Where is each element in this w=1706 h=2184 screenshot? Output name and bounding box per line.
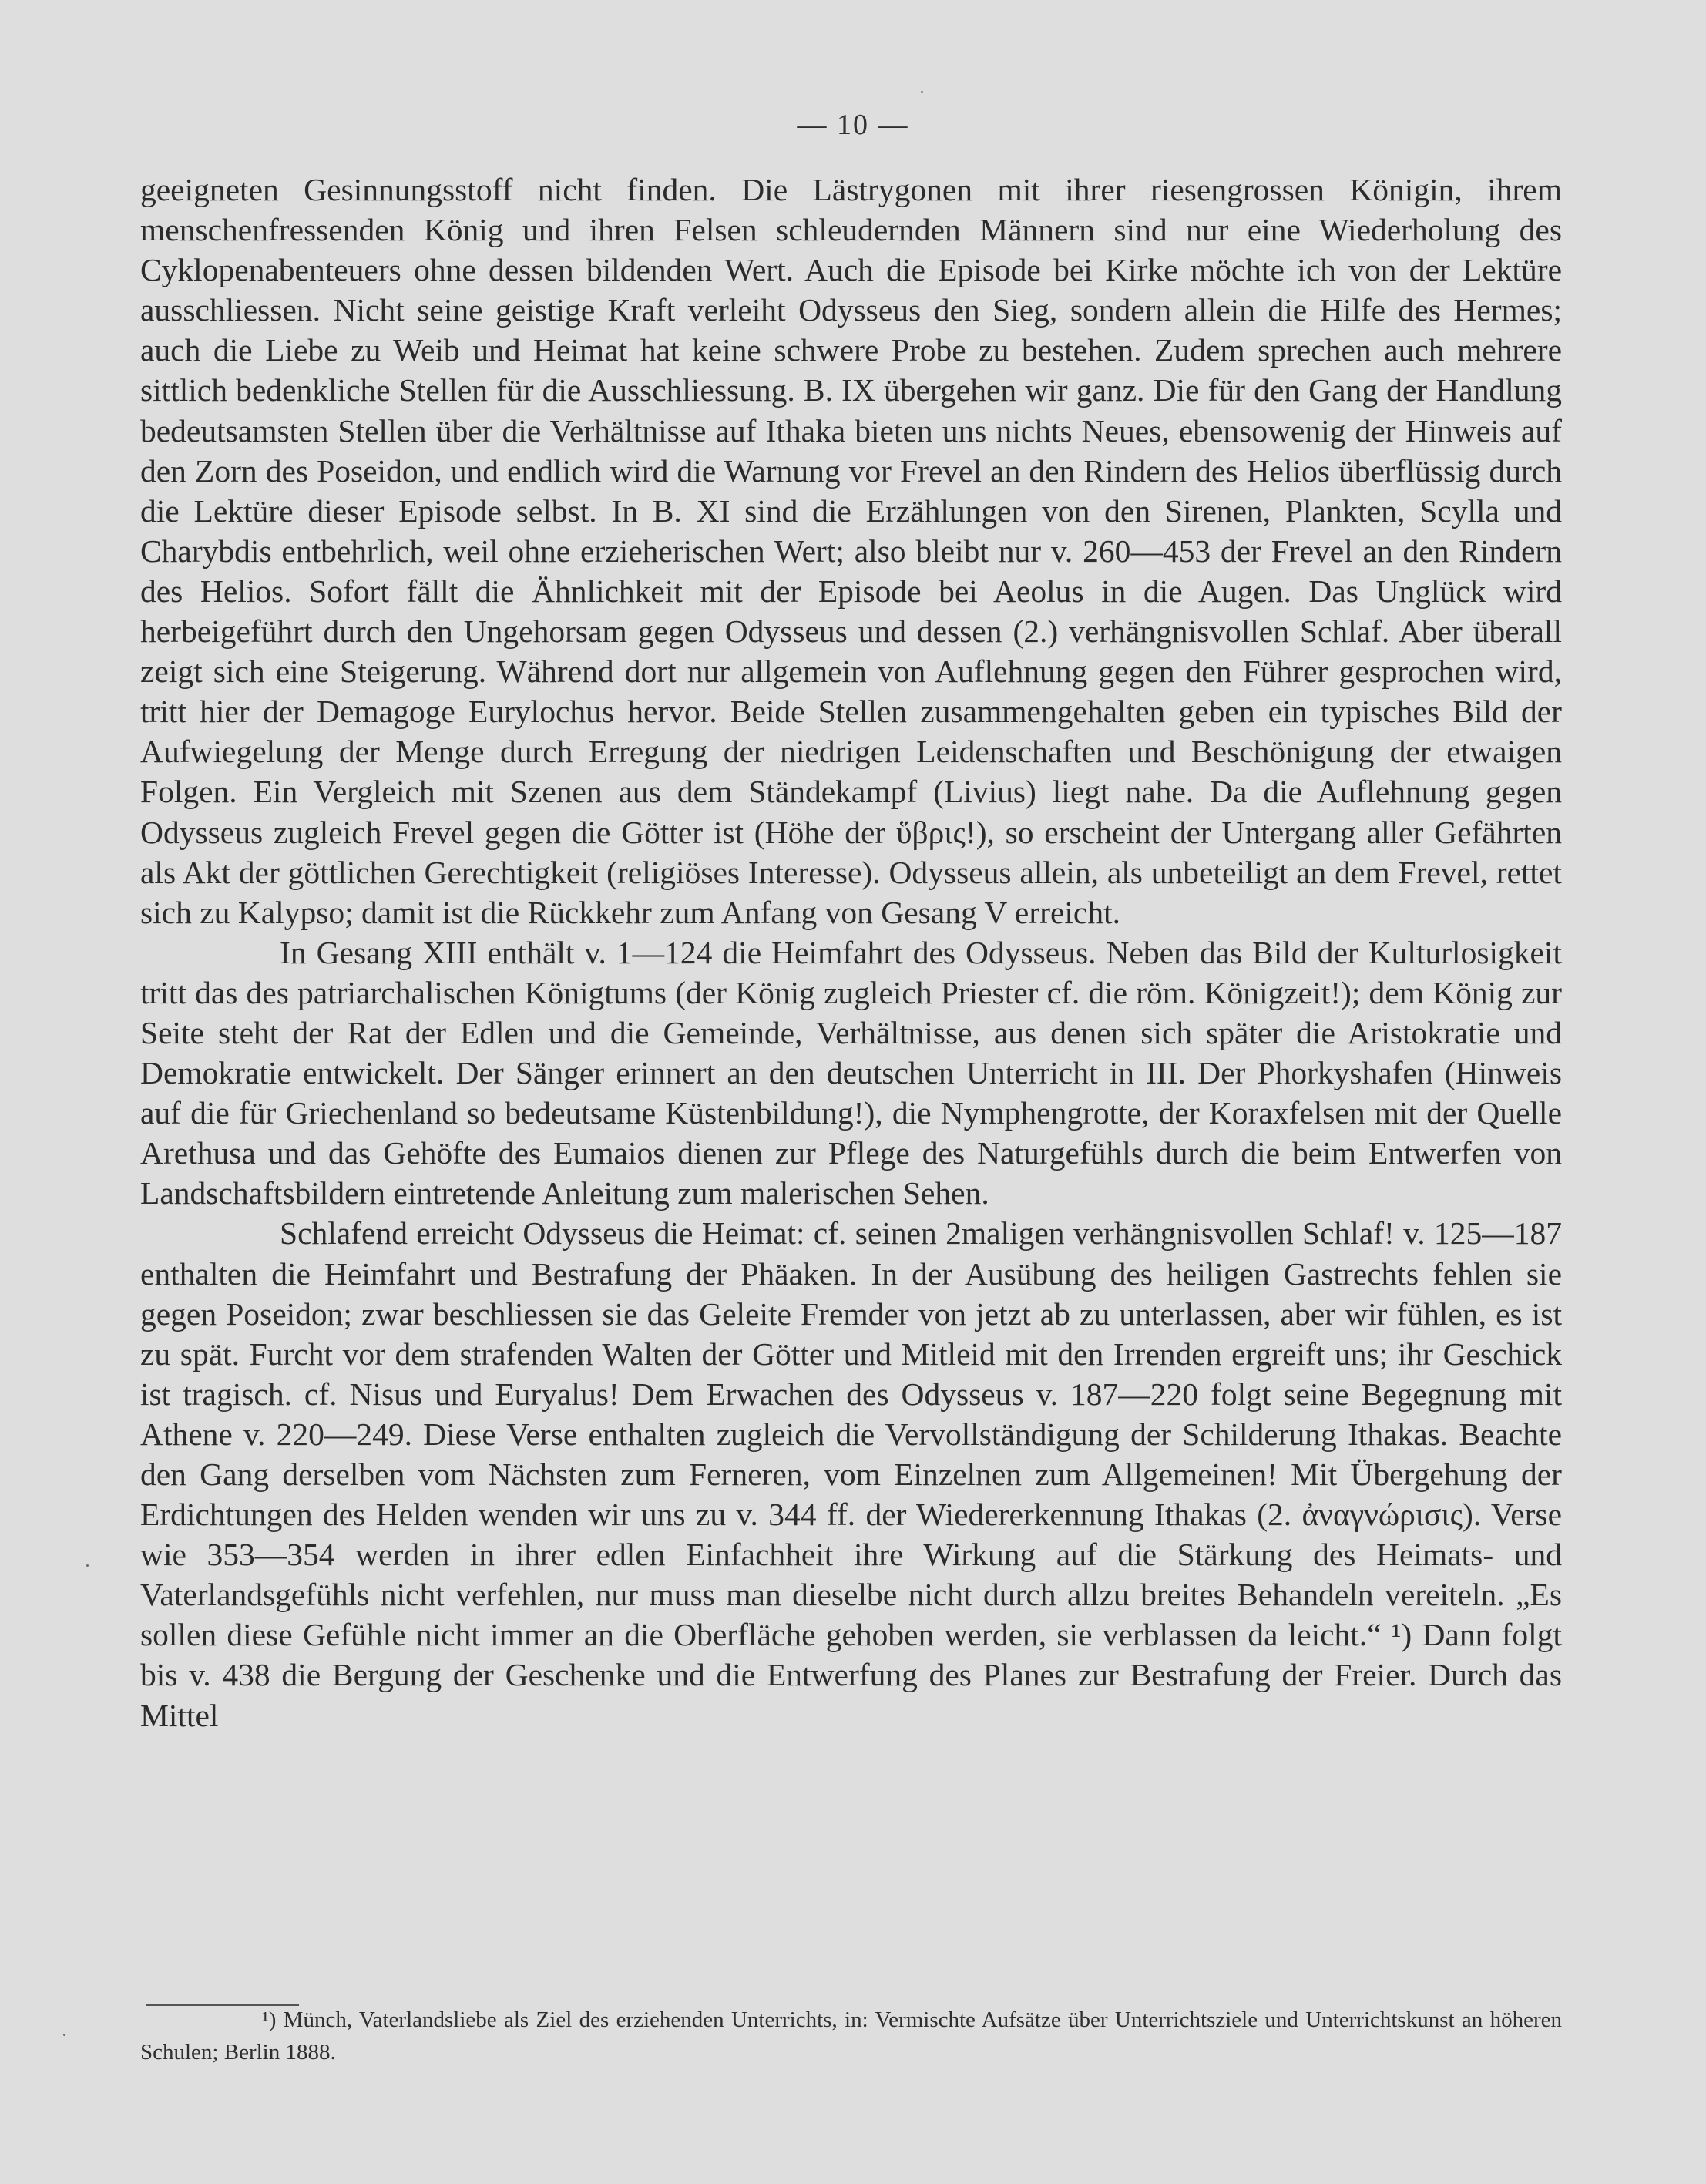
paragraph-1: geeigneten Gesinnungsstoff nicht finden. Die Lästrygonen mit ihrer riesengrossen Königin, ihrem menschenfressenden König und ihren Felsen schleudernden Männern sind nur eine Wiederholung des Cyklopenabenteuers ohne dessen bildenden Wert. Auch die Episode bei Kirke möchte ich von der Lektüre ausschliessen. Nicht seine geistige Kraft verleiht Odysseus den Sieg, sondern allein die Hilfe des Hermes; auch die Liebe zu Weib und Heimat hat keine schwere Probe zu bestehen. Zudem sprechen auch mehrere sittlich bedenkliche Stellen für die Ausschliessung. B. IX übergehen wir ganz. Die für den Gang der Handlung bedeutsamsten Stellen über die Verhältnisse auf Ithaka bieten uns nichts Neues, ebensowenig der Hinweis auf den Zorn des Poseidon, und endlich wird die Warnung vor Frevel an den Rindern des Helios überflüssig durch die Lektüre dieser Episode selbst. In B. XI sind die Erzählungen von den Sirenen, Plankten, Scylla und Charybdis entbehrlich, weil ohne erzieherischen Wert; also bleibt nur v. 260—453 der Frevel an den Rindern des Helios. Sofort fällt die Ähnlichkeit mit der Episode bei Aeolus in die Augen. Das Unglück wird herbeigeführt durch den Ungehorsam gegen Odysseus und dessen (2.) verhängnisvollen Schlaf. Aber überall zeigt sich eine Steigerung. Während dort nur allgemein von Auflehnung gegen den Führer gesprochen wird, tritt hier der Demagoge Eurylochus hervor. Beide Stellen zusammengehalten geben ein typisches Bild der Aufwiegelung der Menge durch Erregung der niedrigen Leidenschaften und Beschönigung der etwaigen Folgen. Ein Vergleich mit Szenen aus dem Ständekampf (Livius) liegt nahe. Da die Auflehnung gegen Odysseus zugleich Frevel gegen die Götter ist (Höhe der ὕβρις!), so erscheint der Untergang aller Gefährten als Akt der göttlichen Gerechtigkeit (religiöses Interesse). Odysseus allein, als unbeteiligt an dem Frevel, rettet sich zu Kalypso; damit ist die Rückkehr zum Anfang von Gesang V erreicht.	[140, 172, 1562, 930]
main-text	[140, 170, 1562, 1735]
print-speck	[86, 1564, 89, 1567]
footnote: ¹) Münch, Vaterlandsliebe als Ziel des erziehenden Unterrichts, in: Vermischte Aufsätze über Unterrichtsziele und Unterrichtskunst an höheren Schulen; Berlin 1888.	[140, 2008, 1562, 2065]
paragraph-3: Schlafend erreicht Odysseus die Heimat: cf. seinen 2maligen verhängnisvollen Schlaf! v. 125—187 enthalten die Heimfahrt und Bestrafung der Phäaken. In der Ausübung des heiligen Gastrechts fehlen sie gegen Poseidon; zwar beschliessen sie das Geleite Fremder von jetzt ab zu unterlassen, aber wir fühlen, es ist zu spät. Furcht vor dem strafenden Walten der Götter und Mitleid mit den Irrenden ergreift uns; ihr Geschick ist tragisch. cf. Nisus und Euryalus! Dem Erwachen des Odysseus v. 187—220 folgt seine Begegnung mit Athene v. 220—249. Diese Verse enthalten zugleich die Vervollständigung der Schilderung Ithakas. Beachte den Gang derselben vom Nächsten zum Ferneren, vom Einzelnen zum Allgemeinen! Mit Übergehung der Erdichtungen des Helden wenden wir uns zu v. 344 ff. der Wiedererkennung Ithakas (2. ἀναγνώρισις). Verse wie 353—354 werden in ihrer edlen Einfachheit ihre Wirkung auf die Stärkung des Heimats- und Vaterlandsgefühls nicht verfehlen, nur muss man dieselbe nicht durch allzu breites Behandeln vereiteln. „Es sollen diese Gefühle nicht immer an die Oberfläche gehoben werden, sie verblassen da leicht.“ ¹) Dann folgt bis v. 438 die Bergung der Geschenke und die Entwerfung des Planes zur Bestrafung der Freier. Durch das Mittel	[140, 1215, 1562, 1733]
print-speck	[921, 91, 923, 93]
paragraph-2: In Gesang XIII enthält v. 1—124 die Heimfahrt des Odysseus. Neben das Bild der Kulturlosigkeit tritt das des patriarchalischen Königtums (der König zugleich Priester cf. die röm. Königzeit!); dem König zur Seite steht der Rat der Edlen und die Gemeinde, Verhältnisse, aus denen sich später die Aristokratie und Demokratie entwickelt. Der Sänger erinnert an den deutschen Unterricht in III. Der Phorkyshafen (Hinweis auf die für Griechenland so bedeutsame Küstenbildung!), die Nymphengrotte, der Koraxfelsen mit der Quelle Arethusa und das Gehöfte des Eumaios dienen zur Pflege des Naturgefühls durch die beim Entwerfen von Landschaftsbildern eintretende Anleitung zum malerischen Sehen.	[140, 934, 1562, 1211]
page-number: — 10 —	[797, 109, 909, 141]
print-speck	[63, 2034, 65, 2036]
